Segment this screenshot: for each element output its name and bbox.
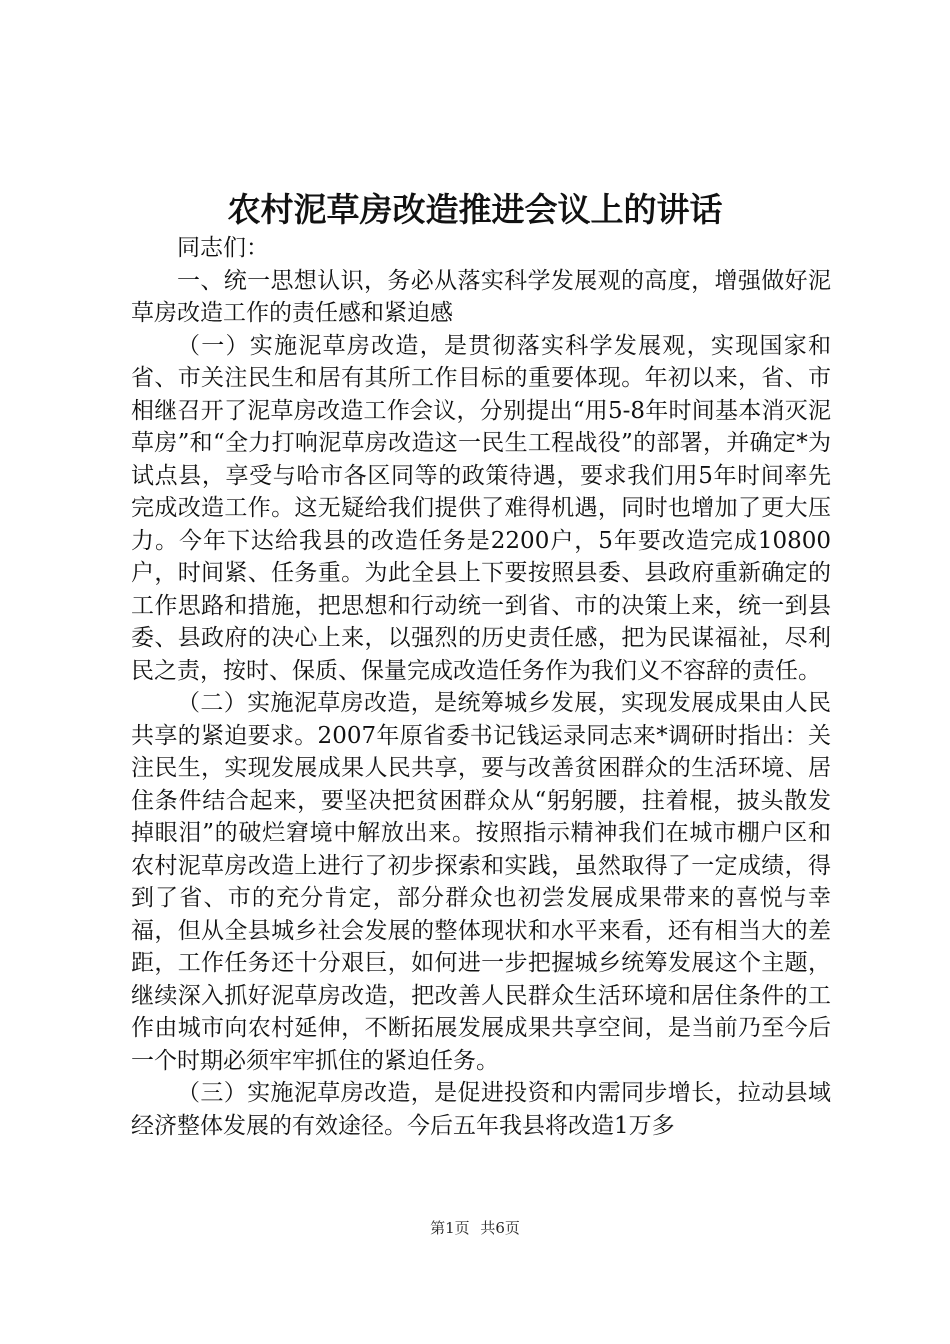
document-title: 农村泥草房改造推进会议上的讲话 bbox=[227, 190, 723, 229]
page-number-total: 共6页 bbox=[480, 1219, 520, 1237]
salutation-paragraph: 同志们： bbox=[177, 235, 269, 261]
document-body bbox=[131, 232, 831, 1142]
body-paragraph: （三）实施泥草房改造，是促进投资和内需同步增长，拉动县域经济整体发展的有效途径。今后五年我县将改造1万多 bbox=[131, 1080, 831, 1139]
page-number-current: 第1页 bbox=[430, 1219, 470, 1237]
body-paragraph: （一）实施泥草房改造，是贯彻落实科学发展观，实现国家和省、市关注民生和居有其所工作目标的重要体现。年初以来，省、市相继召开了泥草房改造工作会议，分别提出“用5-8年时间基本消灭泥草房”和“全力打响泥草房改造这一民生工程战役”的部署，并确定*为试点县，享受与哈市各区同等的政策待遇，要求我们用5年时间率先完成改造工作。这无疑给我们提供了难得机遇，同时也增加了更大压力。今年下达给我县的改造任务是2200户，5年要改造完成10800户，时间紧、任务重。为此全县上下要按照县委、县政府重新确定的工作思路和措施，把思想和行动统一到省、市的决策上来，统一到县委、县政府的决心上来，以强烈的历史责任感，把为民谋福祉，尽利民之责，按时、保质、保量完成改造任务作为我们义不容辞的责任。 bbox=[131, 332, 831, 684]
section-heading-paragraph: 一、统一思想认识，务必从落实科学发展观的高度，增强做好泥草房改造工作的责任感和紧迫感 bbox=[131, 267, 831, 326]
body-paragraph: （二）实施泥草房改造，是统筹城乡发展，实现发展成果由人民共享的紧迫要求。2007年原省委书记钱运录同志来*调研时指出：关注民生，实现发展成果人民共享，要与改善贫困群众的生活环境、居住条件结合起来，要坚决把贫困群众从“躬躬腰，拄着棍，披头散发掉眼泪”的破烂窘境中解放出来。按照指示精神我们在城市棚户区和农村泥草房改造上进行了初步探索和实践，虽然取得了一定成绩，得到了省、市的充分肯定，部分群众也初尝发展成果带来的喜悦与幸福，但从全县城乡社会发展的整体现状和水平来看，还有相当大的差距，工作任务还十分艰巨，如何进一步把握城乡统筹发展这个主题，继续深入抓好泥草房改造，把改善人民群众生活环境和居住条件的工作由城市向农村延伸，不断拓展发展成果共享空间，是当前乃至今后一个时期必须牢牢抓住的紧迫任务。 bbox=[131, 690, 831, 1074]
page-footer bbox=[0, 1218, 950, 1238]
